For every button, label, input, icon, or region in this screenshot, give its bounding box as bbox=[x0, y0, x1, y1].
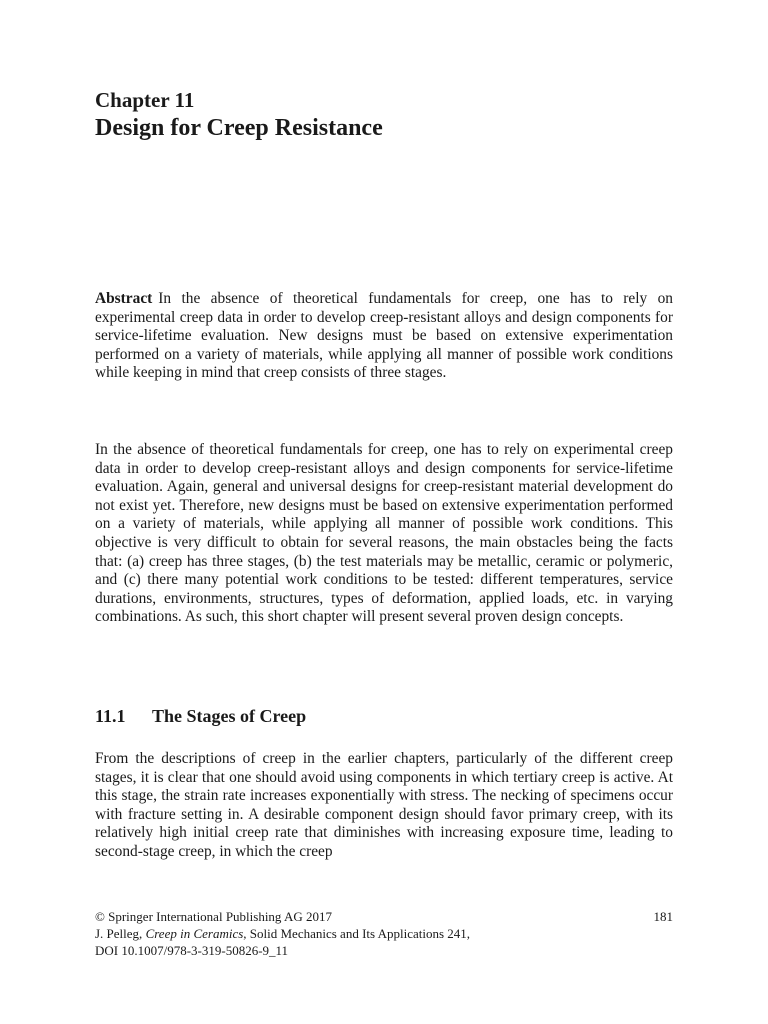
footer-doi: DOI 10.1007/978-3-319-50826-9_11 bbox=[95, 943, 289, 958]
section-title: The Stages of Creep bbox=[152, 706, 307, 726]
page bbox=[95, 0, 673, 1024]
chapter-title: Design for Creep Resistance bbox=[95, 115, 383, 141]
abstract-text: In the absence of theoretical fundamentals for creep, one has to rely on experimental creep data in order to develop creep-resistant alloys and design components for service-lifetime evaluation. New designs must be based on extensive experimentation performed on a variety of materials, while applying all manner of possible work conditions while keeping in mind that creep consists of three stages. bbox=[95, 290, 673, 382]
footer-author: J. Pelleg, bbox=[95, 926, 146, 941]
footer-book-title: Creep in Ceramics bbox=[145, 926, 244, 941]
body-paragraph-2: From the descriptions of creep in the earlier chapters, particularly of the different creep stages, it is clear that one should avoid using components in which tertiary creep is active. At this stage, the strain rate increases exponentially with stress. The necking of specimens occur with fracture setting in. A desirable component design should favor primary creep, with its relatively high initial creep rate that diminishes with increasing exposure time, leading to second-stage creep, in which the creep bbox=[95, 750, 673, 860]
abstract-label: Abstract bbox=[95, 290, 153, 307]
chapter-label: Chapter 11 bbox=[95, 88, 195, 112]
footer-series: , Solid Mechanics and Its Applications 241, bbox=[243, 926, 471, 941]
section-number: 11.1 bbox=[95, 706, 126, 726]
footer-citation bbox=[95, 925, 673, 942]
footer-copyright: © Springer International Publishing AG 2017 bbox=[95, 909, 332, 924]
footer bbox=[95, 908, 673, 959]
page-number: 181 bbox=[653, 909, 673, 924]
body-paragraph-1: In the absence of theoretical fundamentals for creep, one has to rely on experimental creep data in order to develop creep-resistant alloys and design components for service-lifetime evaluation. Again, general and universal designs for creep-resistant material development do not exist yet. Therefore, new designs must be based on extensive experimentation performed on a variety of materials, while applying all manner of possible work conditions. This objective is very difficult to obtain for several reasons, the main obstacles being the facts that: (a) creep has three stages, (b) the test materials may be metallic, ceramic or polymeric, and (c) there many potential work conditions to be tested: different temperatures, service durations, environments, structures, types of deformation, applied loads, etc. in varying combinations. As such, this short chapter will present several proven design concepts. bbox=[95, 441, 673, 626]
abstract bbox=[95, 290, 673, 383]
section-heading bbox=[95, 705, 306, 727]
